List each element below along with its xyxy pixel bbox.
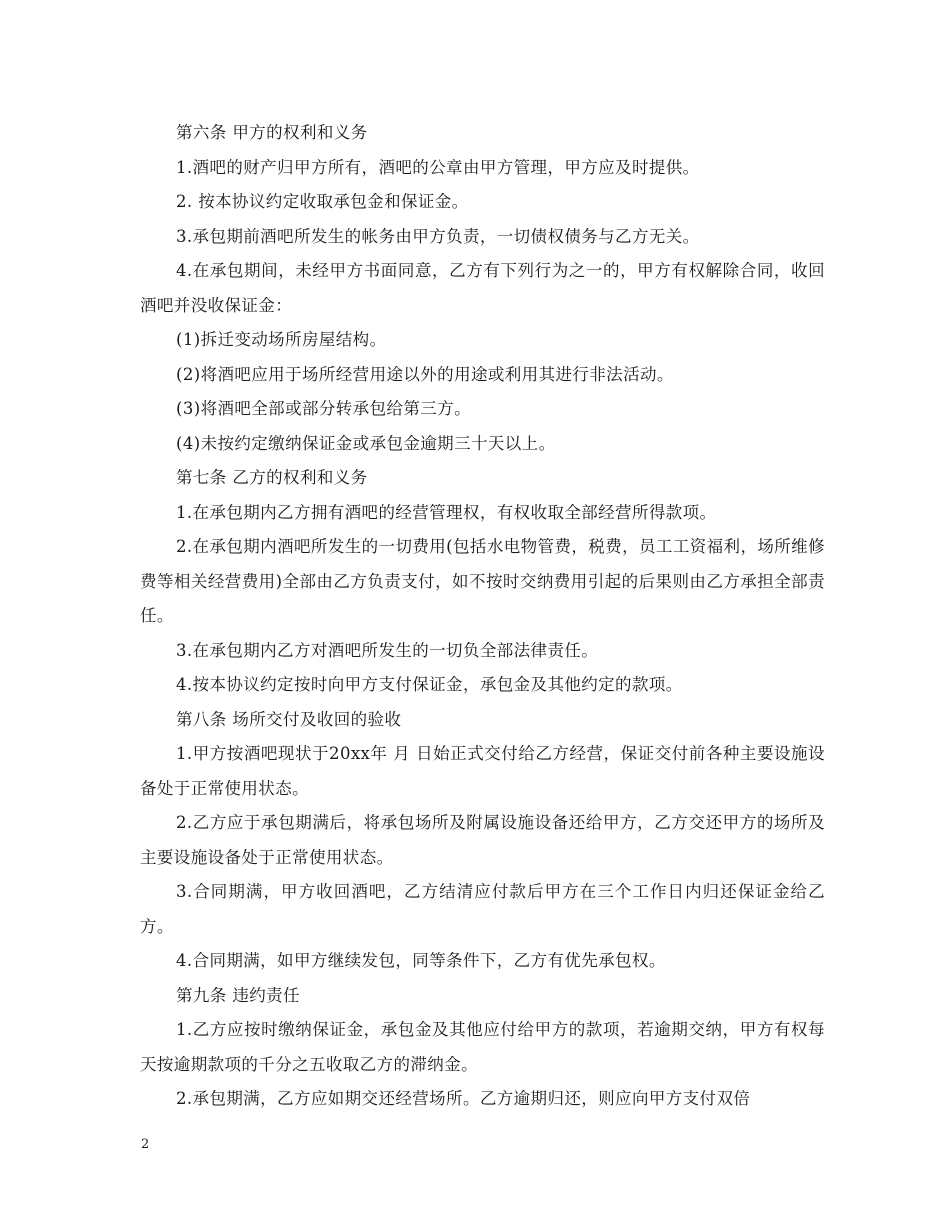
- paragraph: 1.酒吧的财产归甲方所有，酒吧的公章由甲方管理，甲方应及时提供。: [176, 157, 700, 177]
- paragraph: 4.在承包期间，未经甲方书面同意，乙方有下列行为之一的，甲方有权解除合同，收回酒吧并没收保证金：: [140, 261, 825, 315]
- paragraph: (3)将酒吧全部或部分转承包给第三方。: [176, 399, 471, 418]
- article-6-heading: 第六条 甲方的权利和义务: [176, 123, 368, 142]
- paragraph: 1.在承包期内乙方拥有酒吧的经营管理权，有权收取全部经营所得款项。: [176, 502, 717, 522]
- article-7-heading: 第七条 乙方的权利和义务: [176, 468, 368, 487]
- paragraph: (2)将酒吧应用于场所经营用途以外的用途或利用其进行非法活动。: [176, 364, 674, 384]
- paragraph: 2.在承包期内酒吧所发生的一切费用(包括水电物管费，税费，员工工资福利，场所维修费等相关经营费用)全部由乙方负责支付，如不按时交纳费用引起的后果则由乙方承担全部责任。: [140, 537, 825, 625]
- paragraph: (1)拆迁变动场所房屋结构。: [176, 330, 387, 349]
- paragraph: 1.甲方按酒吧现状于20xx年 月 日始正式交付给乙方经营，保证交付前各种主要设施设备处于正常使用状态。: [140, 744, 825, 798]
- paragraph: 3.承包期前酒吧所发生的帐务由甲方负责，一切债权债务与乙方无关。: [176, 226, 700, 246]
- paragraph: 1.乙方应按时缴纳保证金，承包金及其他应付给甲方的款项，若逾期交纳，甲方有权每天按逾期款项的千分之五收取乙方的滞纳金。: [140, 1020, 825, 1074]
- paragraph: 2.乙方应于承包期满后，将承包场所及附属设施设备还给甲方，乙方交还甲方的场所及主要设施设备处于正常使用状态。: [140, 813, 825, 867]
- paragraph: (4)未按约定缴纳保证金或承包金逾期三十天以上。: [176, 433, 556, 453]
- paragraph: 2. 按本协议约定收取承包金和保证金。: [176, 192, 469, 211]
- article-8-heading: 第八条 场所交付及收回的验收: [176, 709, 402, 729]
- page-number: 2: [141, 1137, 150, 1152]
- paragraph: 4.合同期满，如甲方继续发包，同等条件下，乙方有优先承包权。: [176, 951, 666, 970]
- document-page: [140, 116, 825, 1117]
- paragraph: 3.在承包期内乙方对酒吧所发生的一切负全部法律责任。: [176, 640, 599, 660]
- paragraph: 2.承包期满，乙方应如期交还经营场所。乙方逾期归还，则应向甲方支付双倍: [176, 1089, 751, 1108]
- article-9-heading: 第九条 违约责任: [176, 985, 300, 1005]
- paragraph: 3.合同期满，甲方收回酒吧，乙方结清应付款后甲方在三个工作日内归还保证金给乙方。: [140, 882, 825, 936]
- paragraph: 4.按本协议约定按时向甲方支付保证金，承包金及其他约定的款项。: [176, 675, 683, 694]
